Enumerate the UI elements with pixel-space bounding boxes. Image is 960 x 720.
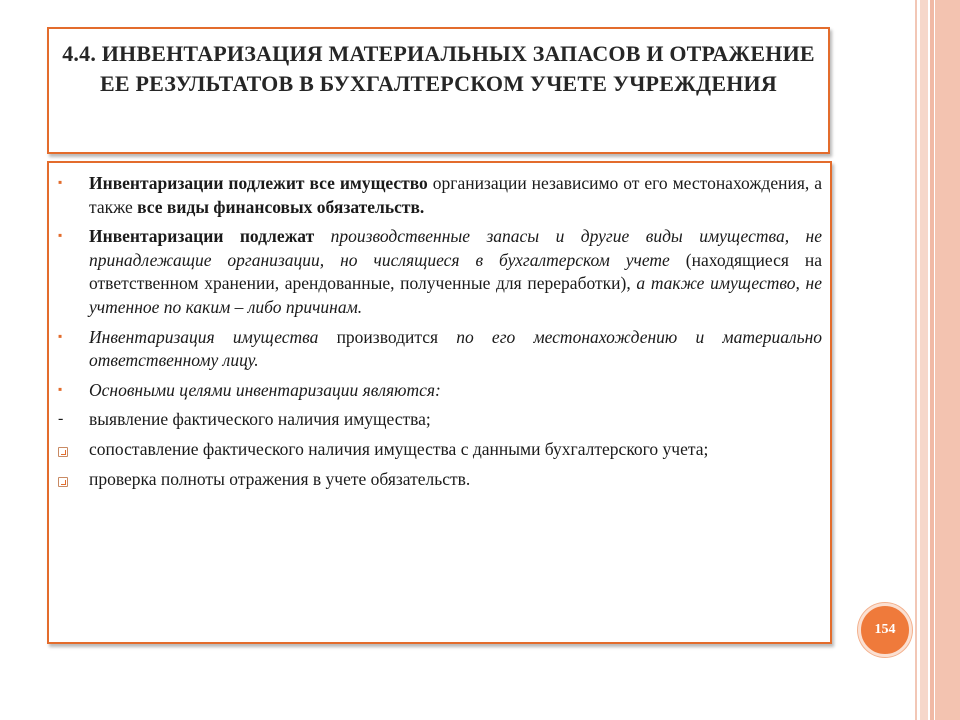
list-item — [49, 438, 830, 462]
list-item — [49, 225, 830, 319]
item-text: сопоставление фактического наличия имущества с данными бухгалтерского учета; — [89, 438, 709, 459]
decor-stripe — [930, 0, 934, 720]
item-text: Основными целями инвентаризации являются: — [89, 379, 441, 400]
item-text: Инвентаризации подлежат производственные запасы и другие виды имущества, не принадлежащие организации, но числящиеся в бухгалтерском учете (находящиеся на ответственном хранении, арендованные, полученные для переработки), а также имущество, не учтенное по каким – либо причинам. — [89, 226, 823, 317]
bullet-list — [49, 172, 830, 497]
checkbox-marker-icon — [58, 443, 68, 463]
decor-stripe — [915, 0, 917, 720]
decor-stripe — [935, 0, 960, 720]
dash-marker-icon: - — [58, 410, 64, 428]
list-item — [49, 408, 830, 432]
item-text: выявление фактического наличия имущества; — [89, 409, 431, 430]
list-item — [49, 468, 830, 492]
list-item — [49, 379, 830, 403]
item-text: Инвентаризация имущества производится по его местонахождению и материально ответственному лицу. — [89, 326, 822, 371]
bullet-icon: ▪ — [58, 228, 63, 243]
list-item — [49, 172, 830, 219]
checkbox-marker-icon — [58, 473, 68, 493]
page-number-badge: 154 — [858, 603, 912, 657]
decor-stripe — [920, 0, 928, 720]
item-text: проверка полноты отражения в учете обязательств. — [89, 468, 471, 489]
content-box — [47, 161, 832, 644]
bullet-icon: ▪ — [58, 328, 63, 343]
slide-title: 4.4. ИНВЕНТАРИЗАЦИЯ МАТЕРИАЛЬНЫХ ЗАПАСОВ И ОТРАЖЕНИЕ ЕЕ РЕЗУЛЬТАТОВ В БУХГАЛТЕРСКОМ УЧЕТЕ УЧРЕЖДЕНИЯ — [62, 41, 815, 96]
title-box — [47, 27, 830, 154]
bullet-icon: ▪ — [58, 175, 63, 189]
item-text: Инвентаризации подлежит все имущество организации независимо от его местонахождения, а также все виды финансовых обязательств. — [89, 173, 822, 217]
bullet-icon: ▪ — [58, 381, 63, 396]
list-item — [49, 326, 830, 373]
